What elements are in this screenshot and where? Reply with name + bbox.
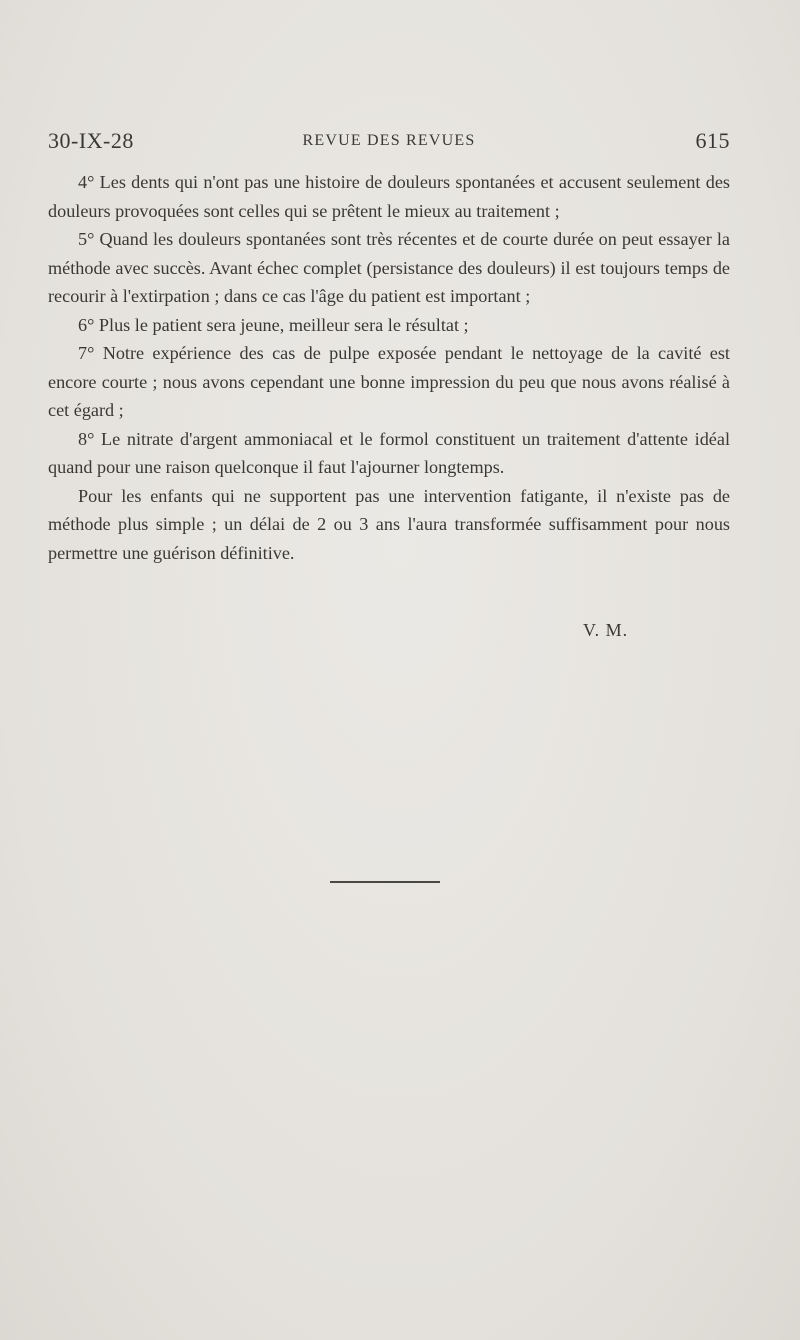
page-number: 615 xyxy=(695,128,730,153)
paragraph-item-8: 8° Le nitrate d'argent ammoniacal et le formol constituent un traitement d'attente idéal quand pour une raison quelconque il faut l'ajourner longtemps. xyxy=(48,428,730,477)
paragraph-item-5: 5° Quand les douleurs spontanées sont très récentes et de courte durée on peut essayer la méthode avec succès. Avant échec complet (persistance des douleurs) il est toujours temps de recourir à l'extirpation ; dans ce cas l'âge du patient est important ; xyxy=(48,229,730,306)
paragraph-item-7: 7° Notre expérience des cas de pulpe exposée pendant le nettoyage de la cavité est encore courte ; nous avons cependant une bonne impression du peu que nous avons réalisé à cet égard ; xyxy=(48,343,730,420)
author-signature: V. M. xyxy=(583,620,629,640)
header-date: 30-IX-28 xyxy=(48,128,134,153)
paragraph-item-6: 6° Plus le patient sera jeune, meilleur sera le résultat ; xyxy=(78,314,469,335)
header-title: REVUE DES REVUES xyxy=(302,132,476,149)
paragraph-conclusion: Pour les enfants qui ne supportent pas une intervention fatigante, il n'existe pas de méthode plus simple ; un délai de 2 ou 3 ans l'aura transformée suffisamment pour nous permettre une guérison définitive. xyxy=(48,485,730,563)
section-divider xyxy=(330,881,440,883)
body-text xyxy=(48,168,730,567)
running-header xyxy=(48,128,730,158)
paragraph-item-4: 4° Les dents qui n'ont pas une histoire de douleurs spontanées et accusent seulement des douleurs provoquées sont celles qui se prêtent le mieux au traitement ; xyxy=(48,172,730,221)
